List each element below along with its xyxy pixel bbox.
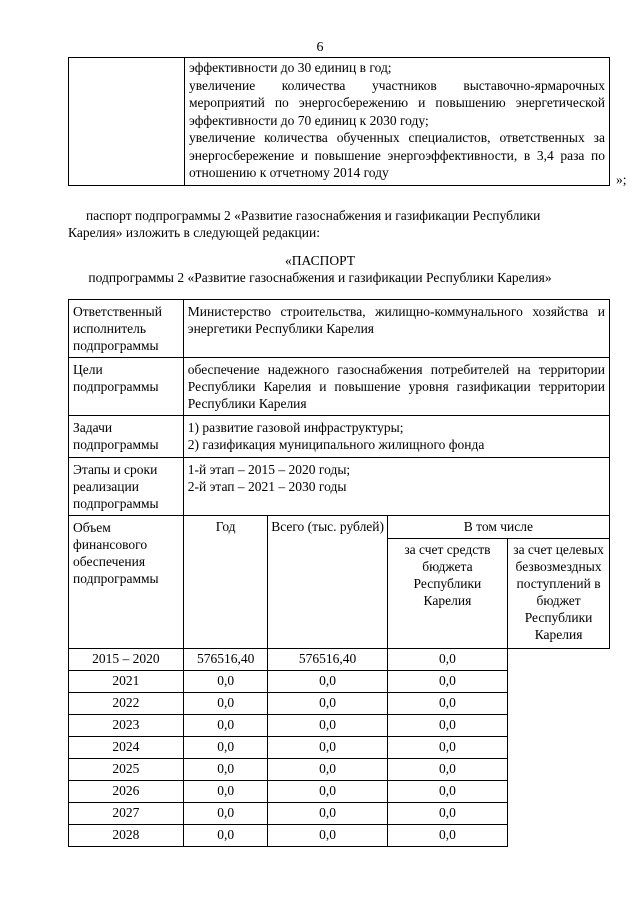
tasks-value [183,416,609,458]
budget-cell: 0,0 [268,759,387,781]
total-cell: 576516,40 [183,649,268,671]
budget-header: за счет средств бюджета Республики Карелия [387,539,507,649]
funding-row [69,649,610,671]
grants-cell: 0,0 [387,671,507,693]
goals-value: обеспечение надежного газоснабжения потребителей на территории Республики Карелия и повышение уровня газификации территории Республики Карелия [183,358,609,416]
indicators-cell [185,58,610,186]
grants-cell: 0,0 [387,737,507,759]
year-cell: 2022 [69,693,184,715]
budget-cell: 576516,40 [268,649,387,671]
budget-cell: 0,0 [268,671,387,693]
stage-item: 2-й этап – 2021 – 2030 годы [187,479,347,494]
funding-row [69,759,610,781]
total-cell: 0,0 [183,693,268,715]
total-cell: 0,0 [183,671,268,693]
grants-cell: 0,0 [387,803,507,825]
closing-quote: »; [616,172,627,187]
funding-row [69,803,610,825]
funding-row [69,693,610,715]
grants-header: за счет целевых безвозмездных поступлений в бюджет Республики Карелия [508,539,610,649]
year-cell: 2021 [69,671,184,693]
grants-cell: 0,0 [387,693,507,715]
year-cell: 2023 [69,715,184,737]
budget-cell: 0,0 [268,803,387,825]
budget-cell: 0,0 [268,715,387,737]
passport-table [68,299,610,847]
previous-table-continuation [68,57,610,186]
empty-label-cell [69,58,185,186]
indicator-line: увеличение количества обученных специалистов, ответственных за энергосбережение и повышение энергоэффективности, в 3,4 раза по отношению к отчетному 2014 году [189,130,605,180]
passport-subtitle: подпрограммы 2 «Развитие газоснабжения и газификации Республики Карелия» [88,270,552,285]
stages-label: Этапы и сроки реализации подпрограммы [69,458,184,516]
year-cell: 2026 [69,781,184,803]
stage-item: 1-й этап – 2015 – 2020 годы; [187,462,351,477]
grants-cell: 0,0 [387,781,507,803]
year-cell: 2028 [69,825,184,847]
task-item: 2) газификация муниципального жилищного фонда [187,437,485,452]
grants-cell: 0,0 [387,715,507,737]
including-header: В том числе [387,516,609,539]
funding-row [69,737,610,759]
budget-cell: 0,0 [268,781,387,803]
stages-value [183,458,609,516]
year-cell: 2015 – 2020 [69,649,184,671]
funding-row [69,825,610,847]
budget-cell: 0,0 [268,693,387,715]
year-cell: 2025 [69,759,184,781]
budget-cell: 0,0 [268,737,387,759]
year-cell: 2024 [69,737,184,759]
grants-cell: 0,0 [387,649,507,671]
funding-row [69,781,610,803]
year-header: Год [183,516,268,649]
indicator-line: эффективности до 30 единиц в год; [189,60,392,75]
passport-heading [0,252,640,286]
tasks-label: Задачи подпрограммы [69,416,184,458]
budget-cell: 0,0 [268,825,387,847]
total-cell: 0,0 [183,715,268,737]
funding-label: Объем финансового обеспечения подпрограммы [69,516,184,649]
total-header: Всего (тыс. рублей) [268,516,387,649]
passport-title: «ПАСПОРТ [285,253,355,268]
total-cell: 0,0 [183,825,268,847]
funding-row [69,715,610,737]
year-cell: 2027 [69,803,184,825]
total-cell: 0,0 [183,759,268,781]
page-number: 6 [316,40,324,55]
intro-line: Карелия» изложить в следующей редакции: [68,225,320,240]
total-cell: 0,0 [183,781,268,803]
funding-row [69,671,610,693]
indicator-line: увеличение количества участников выставочно-ярмарочных мероприятий по энергосбережению и повышению энергетической эффективности до 70 единиц к 2030 году; [189,77,605,128]
intro-paragraph [68,207,610,241]
grants-cell: 0,0 [387,825,507,847]
intro-line: паспорт подпрограммы 2 «Развитие газоснабжения и газификации Республики [86,208,541,223]
total-cell: 0,0 [183,803,268,825]
task-item: 1) развитие газовой инфраструктуры; [187,420,404,435]
goals-label: Цели подпрограммы [69,358,184,416]
executor-value: Министерство строительства, жилищно-коммунального хозяйства и энергетики Республики Карелия [183,300,609,358]
grants-cell: 0,0 [387,759,507,781]
total-cell: 0,0 [183,737,268,759]
executor-label: Ответственный исполнитель подпрограммы [69,300,184,358]
